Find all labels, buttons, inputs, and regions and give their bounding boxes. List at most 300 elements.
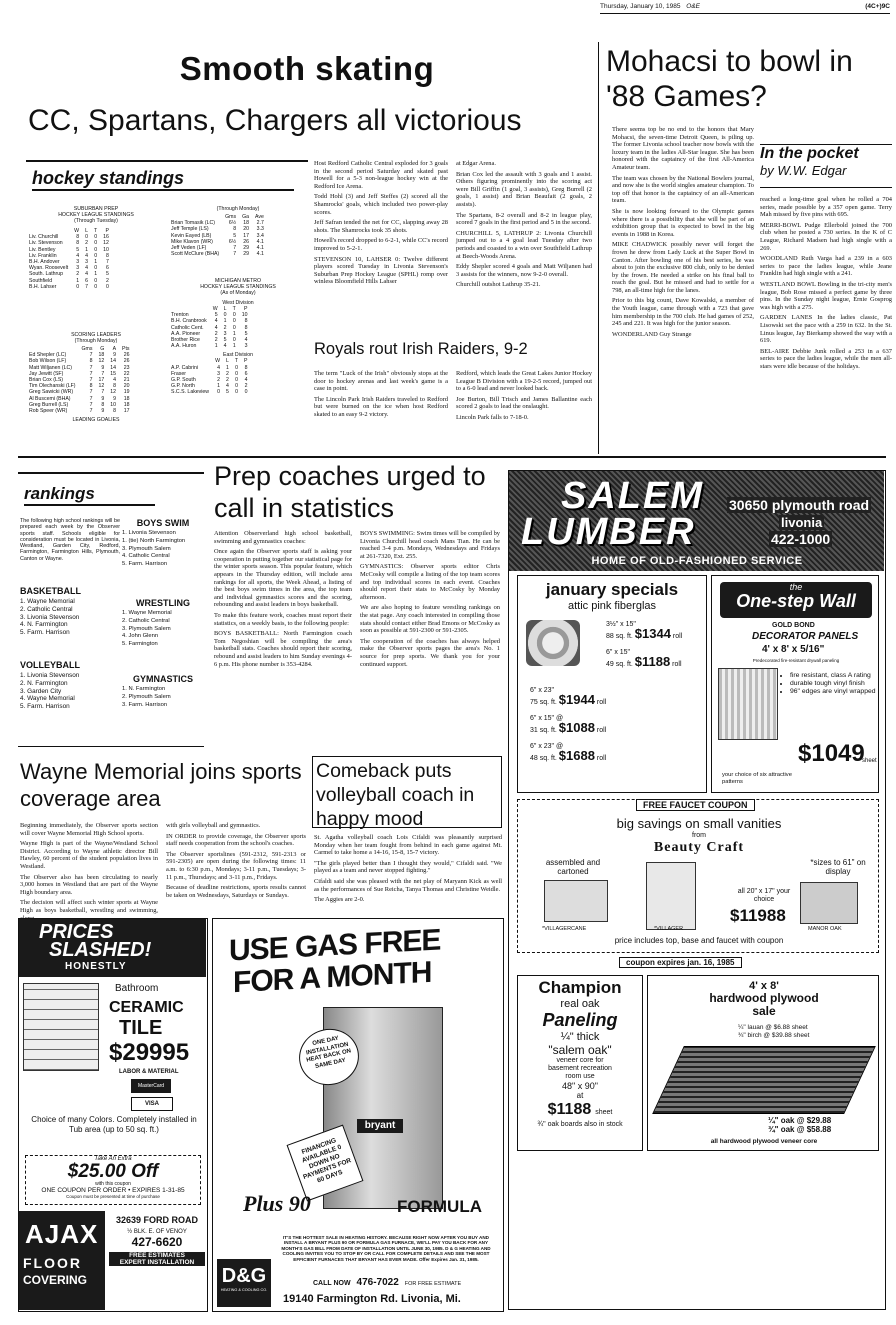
ranking-item: 4. N. Farmington bbox=[20, 621, 68, 629]
table-cell-name: South. Lathrup bbox=[29, 271, 64, 278]
table-cell-value: 8 bbox=[244, 324, 248, 331]
table-cell-value: P bbox=[244, 306, 248, 312]
table-cell-value: 21 bbox=[123, 377, 130, 384]
royals-paragraph: The term "Luck of the Irish" obviously stops at the door to hockey arenas and last week's game is a case in point. bbox=[314, 370, 448, 393]
fiberglas-unit: roll bbox=[594, 727, 607, 734]
bowling-paragraph: GARDEN LANES In the ladies classic, Pat Lisowski set the pace with a 259 in 632. In the St. Linus league, Jay Bierkamp showed the way with a 619. bbox=[760, 314, 892, 345]
table-cell-value: 18 bbox=[123, 401, 130, 408]
scoring-leaders bbox=[26, 332, 166, 450]
vanity-name: *VILLAGER bbox=[654, 926, 684, 932]
gas-formula: FORMULA bbox=[397, 1197, 482, 1216]
west-division-table bbox=[168, 306, 251, 349]
champion-brand: Champion bbox=[538, 978, 622, 997]
vanity-image-villagercane bbox=[544, 880, 608, 922]
champion-desc: veneer core for basement recreation room use bbox=[548, 1057, 612, 1080]
table-row bbox=[168, 343, 251, 349]
champion-size: 48" x 90" bbox=[562, 1081, 598, 1091]
fiberglas-coverage: 31 sq. ft. bbox=[530, 727, 559, 734]
table-cell-name: Liv. Churchill bbox=[29, 234, 59, 241]
rankings-volleyball bbox=[20, 656, 120, 726]
table-cell-value: 8 bbox=[244, 364, 248, 371]
extra-limit: ONE COUPON PER ORDER • EXPIRES 1-31-85 bbox=[41, 1187, 185, 1194]
plywood-prices-list bbox=[738, 1024, 809, 1040]
table-cell-name: B.H. Cranbrook bbox=[171, 318, 207, 325]
table-cell-name: S.C.S. Lakeview bbox=[171, 389, 210, 396]
volleyball-column bbox=[314, 834, 502, 914]
champion-thick: ¼" thick bbox=[560, 1031, 600, 1043]
ranking-item: 3. Plymouth Salem bbox=[122, 625, 171, 632]
fiberglas-size: 6" x 23" bbox=[530, 687, 555, 694]
ajax-contact bbox=[109, 1215, 205, 1310]
fiberglas-unit: roll bbox=[670, 633, 683, 640]
table-cell-value: 1 bbox=[85, 246, 88, 253]
table-cell-value: 0 bbox=[232, 312, 236, 319]
table-cell-value: P bbox=[244, 358, 248, 365]
table-cell-value: G bbox=[100, 346, 105, 352]
ranking-item: 4. Catholic Central bbox=[122, 553, 170, 560]
basketball-title: BASKETBALL bbox=[20, 586, 81, 596]
plywood-oak-list bbox=[768, 1116, 831, 1134]
prep-coaches-section bbox=[210, 460, 504, 754]
table-cell-value: 0 bbox=[223, 312, 227, 319]
vanity-title: big savings on small vanities bbox=[616, 816, 782, 831]
table-cell-value: 3 bbox=[76, 259, 80, 266]
bowling-paragraph: The team was chosen by the National Bowlers journal, and now she is the world singles amateur champion. To top off that honor is the captaincy of an all-American team. bbox=[612, 174, 754, 205]
banner-3: HONESTLY bbox=[65, 961, 127, 972]
table-cell-name: Mike Klavon (WR) bbox=[171, 238, 213, 245]
table-cell-value: 2 bbox=[217, 377, 220, 384]
standings-title-2: HOCKEY LEAGUE STANDINGS bbox=[58, 212, 134, 218]
table-row bbox=[26, 408, 133, 414]
table-cell-value: 8 bbox=[113, 408, 117, 415]
vanity-brand: Beauty Craft bbox=[653, 840, 745, 855]
table-cell-value: 20 bbox=[243, 226, 250, 233]
table-cell-value: Ga bbox=[242, 214, 250, 220]
rankings-basketball bbox=[20, 582, 120, 652]
champion-line-1: real oak bbox=[560, 998, 600, 1010]
table-cell-value: 4 bbox=[113, 377, 117, 384]
wayne-column-2 bbox=[166, 822, 306, 914]
plywood-oak-price: ¼" oak @ $29.88 bbox=[768, 1116, 832, 1125]
bowling-paragraph: There seems top be no end to the honors that Mary Mohacsi, the seven-time Detroit Queen, is piling up. The former Livonia school teacher now bowls with the luxury team in the ladies All-Star league. She has been honored with the captaincy of the first All-America Amateur team. bbox=[612, 126, 754, 171]
dg-logo: D&G bbox=[221, 1265, 267, 1287]
fiberglas-coverage: 48 sq. ft. bbox=[530, 755, 559, 762]
coupon-expires: coupon expires jan. 16, 1985 bbox=[619, 957, 742, 968]
table-cell-value: 0 bbox=[76, 283, 80, 290]
ranking-item: 2. Plymouth Salem bbox=[122, 693, 171, 700]
header-paper: O&E bbox=[686, 3, 701, 10]
ranking-item: 1. N. Farmington bbox=[122, 686, 166, 692]
ranking-item: 4. John Glenn bbox=[122, 633, 159, 640]
table-cell-value: 0 bbox=[94, 234, 98, 241]
hockey-paragraph: Todd Hohl (3) and Jeff Steffes (2) scored all the Shamrocks' goals, which included two power-play scores. bbox=[314, 193, 448, 216]
table-cell-value: 0 bbox=[232, 337, 236, 344]
ranking-item: 3. Farm. Harrison bbox=[122, 701, 168, 708]
table-cell-name: G.P. North bbox=[171, 383, 195, 390]
bowling-paragraph: reached a long-time goal when he rolled a 704 series, made possible by a 357 open game. Terry Mah missed by five pins with 695. bbox=[760, 196, 892, 219]
table-cell-value: 7 bbox=[89, 401, 93, 408]
ranking-item: 5. Farm. Harrison bbox=[122, 561, 168, 568]
bowling-paragraph: MERRI-BOWL Pudge Ellerbold joined the 700 club when he posted a 730 series. In the K of C League, Richard Madsen had high single with a 269. bbox=[760, 221, 892, 252]
table-cell-value: 4 bbox=[85, 265, 88, 272]
table-cell-value: 2 bbox=[76, 271, 80, 278]
table-cell-value: L bbox=[223, 306, 227, 312]
table-cell-value: T bbox=[93, 228, 98, 234]
mastercard-logo: MasterCard bbox=[131, 1079, 171, 1093]
champion-name: "salem oak" bbox=[548, 1043, 612, 1057]
ajax-cross-street: ½ BLK. E. OF VENOY bbox=[127, 1229, 187, 1235]
fiberglas-size: 6" x 15" @ bbox=[530, 715, 564, 722]
gas-headline-2: FOR A MONTH bbox=[233, 955, 432, 1000]
table-cell-value: Pts bbox=[122, 346, 130, 352]
table-cell-value: 5 bbox=[223, 337, 227, 344]
wall-feature: • durable tough vinyl finish bbox=[790, 680, 886, 688]
wayne-headline: Wayne Memorial joins sports coverage area bbox=[20, 759, 302, 811]
table-cell-value: 7 bbox=[233, 251, 237, 258]
champion-at: at bbox=[576, 1091, 584, 1100]
free-faucet-coupon: FREE FAUCET COUPON bbox=[636, 799, 755, 811]
table-cell-value: 10 bbox=[103, 246, 109, 253]
table-cell-name: Greg Sawicki (WR) bbox=[29, 389, 74, 396]
bowling-paragraph: WESTLAND BOWL Bowling in the tri-city men's league, Bob Rose missed a perfect game by three pins. In the Sunday night league, Ernie Gosprog was high with a 275. bbox=[760, 280, 892, 311]
bowling-paragraph: Prior to this big count, Dave Kowalski, a member of the Youth league, came through with a 723 that gave him membership in the 700 club. He had games of 252, 245 and 221. It was high for the junior season. bbox=[612, 297, 754, 328]
ranking-item: 3. Livonia Stevenson bbox=[20, 613, 80, 621]
table-cell-value: 3 bbox=[217, 370, 220, 377]
table-cell-value: 12 bbox=[110, 389, 117, 396]
table-cell-value: 12 bbox=[103, 240, 109, 247]
table-cell-name: Liv. Stevenson bbox=[29, 240, 63, 247]
hockey-column-1 bbox=[314, 160, 448, 328]
in-the-pocket-byline: by W.W. Edgar bbox=[760, 163, 847, 178]
dg-heating-ad bbox=[212, 918, 504, 1312]
ajax-logo-sub-1: FLOOR bbox=[23, 1255, 82, 1271]
wall-features-list bbox=[782, 672, 886, 696]
hockey-paragraph: Howell's record dropped to 6-2-1, while CC's record improved to 5-2-1. bbox=[314, 237, 448, 252]
table-cell-name: A.A. Pioneer bbox=[171, 330, 201, 337]
scoring-title-2: (Through Monday) bbox=[74, 338, 118, 344]
gymnastics-title: GYMNASTICS bbox=[132, 674, 193, 684]
table-cell-value: 4 bbox=[244, 337, 248, 344]
table-cell-value: 14 bbox=[110, 364, 117, 371]
hockey-column-2 bbox=[456, 160, 592, 328]
hockey-paragraph: STEVENSON 10, LAHSER 0: Twelve different players scored Tuesday in Livonia Stevenson's Suburban Prep Hockey League (SPHL) romp over winless Bloomfield Hills Lahser bbox=[314, 255, 448, 286]
table-cell-value: 0 bbox=[244, 389, 248, 396]
table-cell-value: 6 bbox=[85, 277, 88, 284]
table-cell-value: 1 bbox=[225, 364, 229, 371]
one-step-wall bbox=[711, 575, 879, 793]
table-cell-value: 9 bbox=[101, 395, 105, 402]
table-cell-value: 0 bbox=[217, 389, 220, 396]
wall-unit: sheet bbox=[862, 758, 877, 764]
wall-note: Predecorated fire-resistant drywall paneling bbox=[752, 658, 840, 663]
table-cell-value: 2 bbox=[225, 377, 229, 384]
plywood-price: ¾" birch @ $39.88 sheet bbox=[738, 1032, 810, 1039]
prep-headline: Prep coaches urged to call in statistics bbox=[214, 461, 486, 523]
table-cell-value: 26 bbox=[243, 238, 250, 245]
table-cell-name: Tim Olechanski (LF) bbox=[29, 383, 76, 390]
prep-paragraph: Once again the Observer sports staff is asking your cooperation in putting together our statistical page for the winter sports season. This popular feature, which appears in the Thursday edition, will include area rankings for all sports, the Week Ahead, a listing of the best boys swim times in the area, the top team and individual gymnastics scores and the scoring, rebounding and assist leaders in boys basketball. bbox=[214, 548, 352, 609]
salem-header bbox=[509, 471, 884, 571]
hockey-section bbox=[18, 42, 596, 452]
table-cell-value: 8 bbox=[106, 252, 109, 259]
table-cell-value: 0 bbox=[94, 283, 98, 290]
ranking-item: 1. Livonia Stevenson bbox=[20, 672, 80, 679]
table-row bbox=[168, 389, 251, 395]
table-cell-value: 2 bbox=[214, 337, 218, 344]
header-date: Thursday, January 10, 1985 bbox=[600, 3, 681, 10]
basketball-list bbox=[20, 598, 120, 637]
table-cell-name: Wyan. Roosevelt bbox=[29, 265, 69, 272]
table-cell-value: 4 bbox=[76, 252, 80, 259]
ranking-item: 2. Catholic Central bbox=[20, 605, 73, 613]
banner-1: PRICES bbox=[39, 921, 114, 943]
table-cell-value: 7 bbox=[89, 364, 93, 371]
table-cell-value: 2.7 bbox=[256, 220, 264, 227]
table-cell-value: 17 bbox=[243, 232, 250, 239]
table-cell-value: 7 bbox=[89, 395, 93, 402]
volleyball-paragraph: Cifaldi said she was pleased with the net play of Maryann Kick as well as the performances of Sue Reicha, Tanya Thomas and Christine Weidle. bbox=[314, 877, 502, 893]
rankings-wrestling bbox=[122, 594, 204, 664]
table-cell-value: 5 bbox=[214, 312, 218, 319]
ajax-room: Bathroom bbox=[115, 983, 159, 994]
prep-column-1 bbox=[214, 530, 352, 750]
table-cell-value: 9 bbox=[101, 408, 105, 415]
table-cell-value: 8 bbox=[233, 226, 237, 233]
ajax-address: 32639 FORD ROAD bbox=[115, 1215, 199, 1225]
table-cell-value: 8 bbox=[89, 358, 93, 365]
table-cell-value: 4 bbox=[217, 364, 220, 371]
hockey-paragraph: Eddy Shepler scored 4 goals and Matt Wiljanen had 3 assists for the winners, now 9-2-0 overall. bbox=[456, 263, 592, 278]
volleyball-paragraph: The Aggies are 2-0. bbox=[314, 896, 365, 904]
table-cell-value: 7 bbox=[89, 370, 93, 377]
extra-small: Coupon must be presented at time of purchase bbox=[66, 1194, 160, 1199]
wall-feature: • 96" edges are vinyl wrapped bbox=[790, 688, 886, 696]
dg-logo-sub: HEATING & COOLING CO. bbox=[220, 1288, 268, 1292]
bowling-paragraph: WOODLAND Ruth Varga had a 239 in a 603 series to pace the ladies league, while Jeane Franklin had high single with a 241. bbox=[760, 255, 892, 278]
table-cell-name: Liv. Bentley bbox=[29, 246, 56, 253]
vanity-sizes: *sizes to 61" on display bbox=[810, 858, 866, 876]
table-cell-value: 0 bbox=[94, 240, 98, 247]
ajax-logo-box bbox=[19, 1211, 105, 1310]
prep-paragraph: BOYS BASKETBALL: North Farmington coach Tom Negoshian will be compiling the area's basketball stats. Coaches should report their scoring, rebound and assist leaders to him Sunday evenings 4-6 p.m. His phone number is 353-4284. bbox=[214, 630, 352, 668]
gas-badge: ONE DAY INSTALLATION HEAT BACK ON SAME DAY bbox=[294, 1023, 364, 1090]
fiberglas-price: $1688 bbox=[558, 748, 595, 763]
salem-city: livonia bbox=[781, 515, 823, 530]
rankings-swim bbox=[122, 514, 204, 584]
hockey-paragraph: Jeff Safran tended the net for CC, slapping away 28 shots. The Shamrocks took 35 shots. bbox=[314, 219, 448, 234]
royals-headline: Royals rout Irish Raiders, 9-2 bbox=[314, 340, 528, 358]
vanity-name: *VILLAGERCANE bbox=[542, 926, 587, 932]
table-cell-value: 4.1 bbox=[256, 245, 264, 252]
table-cell-name: Bob Wilson (LF) bbox=[29, 358, 67, 365]
bowling-paragraph: She is now looking forward to the Olympic games where there is a possibility that she will be part of an exhibition group that is expected to bowl in the big events in 1988 in Korea. bbox=[612, 207, 754, 238]
champion-line-2: Paneling bbox=[542, 1010, 618, 1030]
gas-address: 19140 Farmington Rd. Livonia, Mi. bbox=[283, 1293, 461, 1305]
one-step-wall-logo bbox=[720, 582, 872, 618]
plywood-title: hardwood plywood sale bbox=[709, 991, 819, 1018]
east-division-table bbox=[168, 358, 251, 395]
table-cell-value: 1 bbox=[76, 277, 80, 284]
fiberglas-price-list bbox=[522, 620, 702, 792]
wayne-paragraph: with girls volleyball and gymnastics. bbox=[166, 822, 261, 829]
table-cell-value: 7 bbox=[85, 283, 88, 290]
vanity-image-manor-oak bbox=[800, 882, 858, 924]
table-cell-value: 14 bbox=[110, 358, 117, 365]
east-division-label: East Division bbox=[223, 352, 253, 359]
fiberglas-coverage: 49 sq. ft. bbox=[606, 661, 635, 668]
salem-address: 30650 plymouth road bbox=[729, 497, 870, 513]
plywood-oak-price: ¾" oak @ $58.88 bbox=[768, 1125, 832, 1134]
in-the-pocket-title: In the pocket bbox=[760, 145, 859, 162]
vanity-assembled: assembled and cartoned bbox=[545, 858, 601, 876]
gas-finance: FINANCING AVAILABLE 0 DOWN NO PAYMENTS FOR 60 DAYS bbox=[287, 1125, 364, 1202]
fiberglas-coverage: 88 sq. ft. bbox=[606, 633, 635, 640]
volleyball-title: VOLLEYBALL bbox=[20, 660, 80, 670]
vanity-includes: price includes top, base and faucet with coupon bbox=[614, 936, 784, 945]
table-cell-name: Fraser bbox=[171, 370, 186, 377]
gas-phone: 476-7022 bbox=[356, 1277, 399, 1288]
salem-name-1: SALEM bbox=[561, 475, 704, 517]
table-cell-value: 17 bbox=[123, 408, 130, 415]
rankings-box bbox=[18, 472, 204, 747]
table-cell-value: 23 bbox=[123, 364, 130, 371]
ranking-item: 1. Wayne Memorial bbox=[122, 610, 172, 616]
vanity-from: from bbox=[692, 832, 706, 839]
ranking-item: 1. Wayne Memorial bbox=[20, 598, 75, 605]
table-cell-value: T bbox=[234, 358, 239, 365]
table-cell-value: 2 bbox=[85, 240, 88, 247]
volleyball-section bbox=[312, 756, 504, 914]
table-cell-value: 19 bbox=[123, 389, 130, 396]
table-cell-value: 12 bbox=[98, 383, 105, 390]
table-cell-value: 29 bbox=[243, 245, 250, 252]
fiberglas-item bbox=[530, 714, 606, 735]
wall-feature: • fire resistant, class A rating bbox=[790, 672, 886, 680]
vanity-coupon bbox=[517, 799, 879, 953]
volleyball-paragraph: "The girls played better than I thought they would," Cifaldi said. "We played as a team and never stopped fighting." bbox=[314, 859, 502, 875]
goalies-label: LEADING GOALIES bbox=[72, 417, 120, 424]
table-cell-value: 22 bbox=[123, 370, 130, 377]
vertical-rule-top bbox=[598, 42, 599, 454]
champion-unit: sheet bbox=[595, 1109, 613, 1116]
ranking-item: 2. Catholic Central bbox=[122, 617, 170, 624]
extra-note: with this coupon bbox=[95, 1181, 131, 1187]
west-division-label: West Division bbox=[222, 300, 254, 306]
plywood-stack-image bbox=[652, 1046, 876, 1114]
fiberglas-unit: roll bbox=[594, 755, 607, 762]
fiberglas-price: $1188 bbox=[634, 654, 671, 669]
wall-product: DECORATOR PANELS bbox=[752, 631, 859, 642]
wrestling-title: WRESTLING bbox=[136, 598, 190, 608]
royals-paragraph: The Lincoln Park Irish Raiders traveled to Redford but were burned on the ice when host Redford skated to an easy 9-2 victory. bbox=[314, 395, 448, 418]
table-cell-value: 2 bbox=[225, 370, 229, 377]
royals-paragraph: Redford, which leads the Great Lakes Junior Hockey League B Division with a 19-2-5 record, jumped out to a 6-0 lead and never looked back. bbox=[456, 370, 592, 393]
horizontal-rule-hockey bbox=[18, 456, 886, 458]
ranking-item: 5. Farm. Harrison bbox=[20, 629, 70, 637]
bowling-paragraph: MIKE CHADWICK possibly never will forget the frown he drew from Lady Luck at the Super Bowl in Canton. After bowling one of his best series, he was about to join the exclusive 800 club, only to be denied by the frown. He needed a strike on his final ball to reach the goal. But he missed and had to settle for a 798, an all-time high for the lanes. bbox=[612, 241, 754, 294]
wall-brand-2: One-step Wall bbox=[736, 591, 856, 611]
ranking-item: 1. (tie) North Farmington bbox=[122, 537, 186, 544]
ajax-price: $29995 bbox=[109, 1039, 190, 1066]
metro-title-3: (As of Monday) bbox=[220, 290, 256, 296]
hockey-standings-box bbox=[26, 160, 308, 448]
rankings-label: rankings bbox=[24, 484, 155, 506]
table-cell-value: 0 bbox=[106, 283, 109, 290]
table-cell-value: 0 bbox=[235, 389, 239, 396]
table-row bbox=[168, 251, 267, 257]
table-cell-value: W bbox=[215, 358, 220, 365]
table-cell-value: 15 bbox=[110, 370, 117, 377]
fiberglas-unit: roll bbox=[594, 699, 607, 706]
table-cell-name: Ed Shepler (LC) bbox=[29, 352, 67, 359]
table-cell-value: 8 bbox=[76, 234, 80, 241]
table-cell-value: 0 bbox=[94, 265, 98, 272]
wayne-paragraph: IN ORDER to provide coverage, the Observer sports staff needs cooperation from the school's coaches. bbox=[166, 832, 306, 848]
table-cell-name: Brian Cox (LS) bbox=[29, 377, 64, 384]
header-rule bbox=[600, 13, 890, 14]
ranking-item: 1. Livonia Stevenson bbox=[122, 530, 176, 536]
table-cell-value: 9 bbox=[101, 364, 105, 371]
volleyball-headline: Comeback puts volleyball coach in happy mood bbox=[312, 756, 502, 828]
fiberglas-item bbox=[606, 620, 682, 641]
table-cell-value: 0 bbox=[232, 318, 236, 325]
table-cell-value: 1 bbox=[94, 271, 98, 278]
table-cell-value: W bbox=[212, 306, 218, 312]
table-cell-value: 0 bbox=[232, 324, 236, 331]
table-cell-value: 7 bbox=[106, 259, 109, 266]
table-cell-value: 18 bbox=[98, 352, 105, 359]
table-cell-value: 7 bbox=[89, 377, 93, 384]
table-cell-value: 4 bbox=[214, 318, 218, 325]
metro-title-2: HOCKEY LEAGUE STANDINGS bbox=[200, 284, 276, 290]
prep-paragraph: We are also hoping to feature wrestling rankings on the stat page. Any coach interested in compiling those stats should contact either Brad Emons or McCosky as soon as possible at 591-2300 or 591-2305. bbox=[360, 604, 500, 635]
fiberglas-price: $1944 bbox=[558, 692, 595, 707]
table-cell-value: 7 bbox=[101, 389, 105, 396]
table-row bbox=[26, 284, 112, 290]
champion-also: ¾" oak boards also in stock bbox=[537, 1121, 623, 1128]
plywood-note: all hardwood plywood veneer core bbox=[710, 1138, 818, 1145]
fiberglas-unit: roll bbox=[670, 661, 682, 668]
table-cell-value: 18 bbox=[123, 395, 130, 402]
gas-headline-1: USE GAS FREE bbox=[229, 923, 441, 968]
table-cell-value: Ave bbox=[255, 214, 264, 220]
hockey-headline: Smooth skating bbox=[179, 50, 435, 87]
table-cell-value: 26 bbox=[123, 358, 130, 365]
table-cell-value: 29 bbox=[243, 251, 250, 258]
ajax-price-note: LABOR & MATERIAL bbox=[119, 1069, 179, 1075]
banner-2: SLASHED! bbox=[49, 939, 152, 961]
ajax-coupon bbox=[25, 1155, 201, 1205]
table-cell-name: G.P. South bbox=[171, 377, 196, 384]
champion-price: $1188 bbox=[547, 1101, 592, 1118]
table-cell-name: Greg Burrell (LS) bbox=[29, 401, 69, 408]
wayne-paragraph: The Observer also has been circulating to nearly 3,000 homes in Westland that are part of the Wayne High boundary area. bbox=[20, 873, 158, 896]
gas-fine-print: IT'S THE HOTTEST SALE IN HEATING HISTORY. BECAUSE RIGHT NOW AFTER YOU BUY AND INSTALL A BRYANT PLUS 90 OR FORMULA GAS FURNACE, WE'LL PAY YOU BACK FOR ANY MONTH'S GAS BILL FROM DATE OF INSTALLATION UNTIL JUNE 30, 1985. D & G HEATING AND COOLING INVITES YOU TO STOP BY OR CALL FOR COMPLETE DETAILS AND SEE THE MOST EFFICIENT FURNACES THAT BRYANT HAS EVER MADE. Offer Expires Jan. 31, 1985. bbox=[281, 1235, 491, 1262]
header-page-code: (4C+)9C bbox=[865, 3, 890, 10]
fiberglas-item bbox=[530, 742, 606, 763]
table-cell-value: 17 bbox=[98, 377, 105, 384]
ranking-item: 2. N. Farmington bbox=[20, 679, 68, 687]
table-cell-value: P bbox=[105, 228, 109, 234]
hockey-paragraph: Churchill outshot Lathrup 35-21. bbox=[456, 281, 541, 289]
salem-tagline: HOME OF OLD-FASHIONED SERVICE bbox=[591, 555, 803, 567]
wall-price: $1049 bbox=[798, 740, 865, 767]
wayne-memorial-section bbox=[18, 756, 308, 914]
table-cell-value: 4 bbox=[244, 377, 248, 384]
ajax-estimates: FREE ESTIMATES bbox=[109, 1252, 205, 1259]
metro-title-1: MICHIGAN METRO bbox=[214, 278, 262, 284]
goalies-title: (Through Monday) bbox=[216, 206, 260, 212]
